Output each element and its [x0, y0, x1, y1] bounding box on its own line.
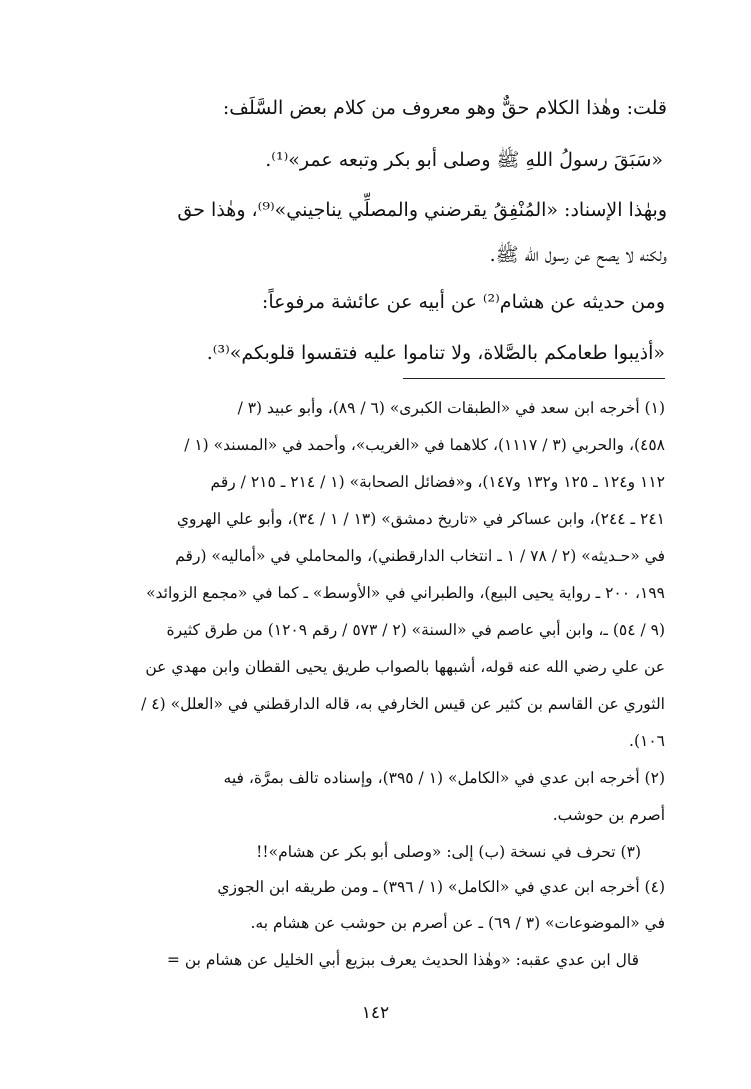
footnote-line-15: في «الموضوعات» (٣ / ٦٩) ـ عن أصرم بن حوشب عن هشام به.: [250, 914, 665, 932]
footnote-line-5: في «حـديثه» (٢ / ٧٨ / ١ ـ انتخاب الدارقطني)، والمحاملي في «أماليه» (رقم: [175, 547, 665, 565]
footnote-line-14: (٤) أخرجه ابن عدي في «الكامل» (١ / ٣٩٦) ـ ومن طريقه ابن الجوزي: [217, 878, 665, 896]
main-text-line-1: قلت: وهٰذا الكلام حقٌّ وهو معروف من كلام بعض السَّلَف:: [222, 97, 667, 119]
footnote-line-11: (٢) أخرجه ابن عدي في «الكامل» (١ / ٣٩٥)، وإسناده تالف بمرَّة، فيه: [223, 769, 665, 787]
footnote-line-4: ٢٤١ ـ ٢٤٤)، وابن عساكر في «تاريخ دمشق» (١٣ / ١ / ٣٤)، وأبو علي الهروي: [176, 510, 665, 528]
footnote-line-13: (٣) تحرف في نسخة (ب) إلى: «وصلى أبو بكر عن هشام»!!: [256, 843, 641, 861]
main-text-line-3: وبهٰذا الإسناد: «المُنْفِقُ يقرضني والمصلِّي يناجيني»⁽⁹⁾، وهٰذا حق: [177, 199, 667, 221]
main-text-line-4: ولكنه لا يصح عن رسول الله ﷺ.: [489, 244, 667, 266]
main-text-line-6: «أذيبوا طعامكم بالصَّلاة، ولا تناموا عليه فتقسوا قلوبكم»⁽³⁾.: [206, 342, 665, 364]
page-number: ١٤٢: [361, 1003, 390, 1023]
footnote-line-1: (١) أخرجه ابن سعد في «الطبقات الكبرى» (٦ / ٨٩)، وأبو عبيد (٣ /: [237, 399, 665, 417]
main-text-line-5: ومن حديثه عن هشام⁽²⁾ عن أبيه عن عائشة مرفوعاً:: [261, 291, 665, 313]
footnote-line-8: عن علي رضي الله عنه قوله، أشبهها بالصواب طريق يحيى القطان وابن مهدي عن: [145, 658, 665, 676]
footnote-line-7: (٩ / ٥٤) ـ، وابن أبي عاصم في «السنة» (٢ / ٥٧٣ / رقم ١٢٠٩) من طرق كثيرة: [166, 621, 665, 639]
footnote-line-9: الثوري عن القاسم بن كثير عن قيس الخارفي به، قاله الدارقطني في «العلل» (٤ /: [141, 695, 665, 713]
footnote-line-3: ١١٢ و١٢٤ ـ ١٢٥ و١٣٢ و١٤٧)، و«فضائل الصحابة» (١ / ٢١٤ ـ ٢١٥ / رقم: [210, 473, 665, 491]
footnote-line-10: ١٠٦).: [629, 732, 665, 750]
footnote-line-2: ٤٥٨)، والحربي (٣ / ١١١٧)، كلاهما في «الغريب»، وأحمد في «المسند» (١ /: [184, 436, 665, 454]
footnote-separator: [403, 378, 665, 379]
footnote-line-16: قال ابن عدي عقبه: «وهٰذا الحديث يعرف ببزيع أبي الخليل عن هشام بن =: [166, 951, 639, 969]
footnote-line-12: أصرم بن حوشب.: [552, 806, 665, 824]
footnote-line-6: ١٩٩، ٢٠٠ ـ رواية يحيى البيع)، والطبراني في «الأوسط» ـ كما في «مجمع الزوائد»: [146, 584, 665, 602]
main-text-line-2: «سَبَقَ رسولُ اللهِ ﷺ وصلى أبو بكر وتبعه عمر»⁽¹⁾.: [265, 149, 663, 171]
